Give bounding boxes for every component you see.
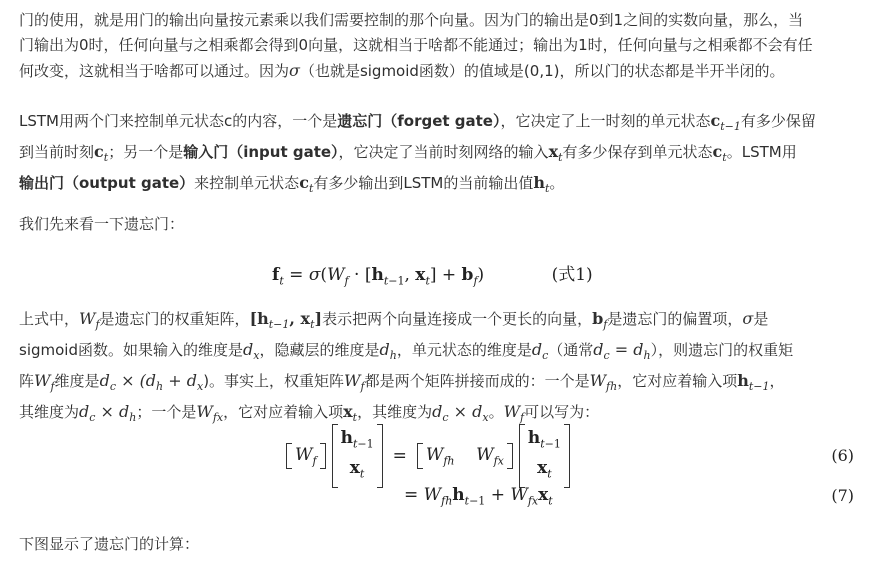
p4-line1: 上式中，$W_f$是遗忘门的权重矩阵，[$h_{t-1}$, $x_t$]表示把两个向量连接成一个更长的向量，$b_f$是遗忘门的偏置项，σ是 xyxy=(19,309,769,331)
eq1-formula: $f_t = \sigma(W_f \cdot [h_{t-1}$, $x_t] + b_f$) xyxy=(272,265,490,288)
equation-7: = $W_{fh}h_{t-1} + W_{fx}x_t$ xyxy=(404,485,553,508)
hx-column-vector: $h_{t-1}$ $x_t$ xyxy=(332,424,383,489)
p2-line2: 到当前时刻$c_t$；另一个是输入门（input gate），它决定了当前时刻网络的输入$x_t$有多少保存到单元状态$c_t$。LSTM用 xyxy=(19,142,797,164)
p1-line2: 门输出为0时，任何向量与之相乘都会得到0向量，这就相当于啥都不能通过；输出为1时，任何向量与之相乘都不会有任 xyxy=(19,36,813,54)
eq6-equals: = xyxy=(392,446,407,466)
equation-1 xyxy=(272,260,593,287)
eq6-label: (6) xyxy=(831,446,854,465)
p4-line3: 阵$W_f$维度是$d_c \times (d_h + d_x)$。事实上，权重矩阵$W_f$都是两个矩阵拼接而成的：一个是$W_{fh}$，它对应着输入项$h_{t-1}$， xyxy=(19,371,785,393)
p2-line1: LSTM用两个门来控制单元状态c的内容，一个是遗忘门（forget gate），它决定了上一时刻的单元状态$c_{t-1}$有多少保留 xyxy=(19,111,816,133)
equation-6 xyxy=(286,428,570,484)
paragraph-figure-intro xyxy=(19,532,869,557)
p1-line3: 何改变，这就相当于啥都可以通过。因为σ（也就是sigmoid函数）的值域是(0,1)，所以门的状态都是半开半闭的。 xyxy=(19,61,785,80)
output-gate-term: 输出门（output gate） xyxy=(19,174,195,192)
paragraph-lstm-gates xyxy=(19,108,869,201)
p1-line1: 门的使用，就是用门的输出向量按元素乘以我们需要控制的那个向量。因为门的输出是0到1之间的实数向量，那么，当 xyxy=(19,11,804,29)
input-gate-term: 输入门（input gate） xyxy=(183,143,339,161)
eq1-label: (式1) xyxy=(551,265,593,285)
p5-text: 下图显示了遗忘门的计算： xyxy=(19,535,200,553)
p3-text: 我们先来看一下遗忘门： xyxy=(19,215,185,233)
paragraph-forget-explain xyxy=(19,306,869,430)
p2-line3: 输出门（output gate）来控制单元状态$c_t$有多少输出到LSTM的当前输出值$h_t$。 xyxy=(19,173,565,195)
hx-column-vector-2: $h_{t-1}$ $x_t$ xyxy=(519,424,570,489)
p4-line4: 其维度为$d_c \times d_h$；一个是$W_{fx}$，它对应着输入项$x_t$，其维度为$d_c \times d_x$。$W_f$可以写为： xyxy=(19,402,600,424)
wfh-wfx-row: $W_{fh}$ $W_{fx}$ xyxy=(417,443,513,469)
forget-gate-term: 遗忘门（forget gate） xyxy=(337,112,501,130)
p4-line2: sigmoid函数。如果输入的维度是$d_x$，隐藏层的维度是$d_h$，单元状态的维度是$d_c$（通常$d_c = d_h$），则遗忘门的权重矩 xyxy=(19,340,794,362)
wf-bracket: $W_f$ xyxy=(286,443,326,469)
paragraph-intro-forget xyxy=(19,212,869,237)
paragraph-gate-usage xyxy=(19,8,869,84)
eq7-label: (7) xyxy=(831,486,854,505)
